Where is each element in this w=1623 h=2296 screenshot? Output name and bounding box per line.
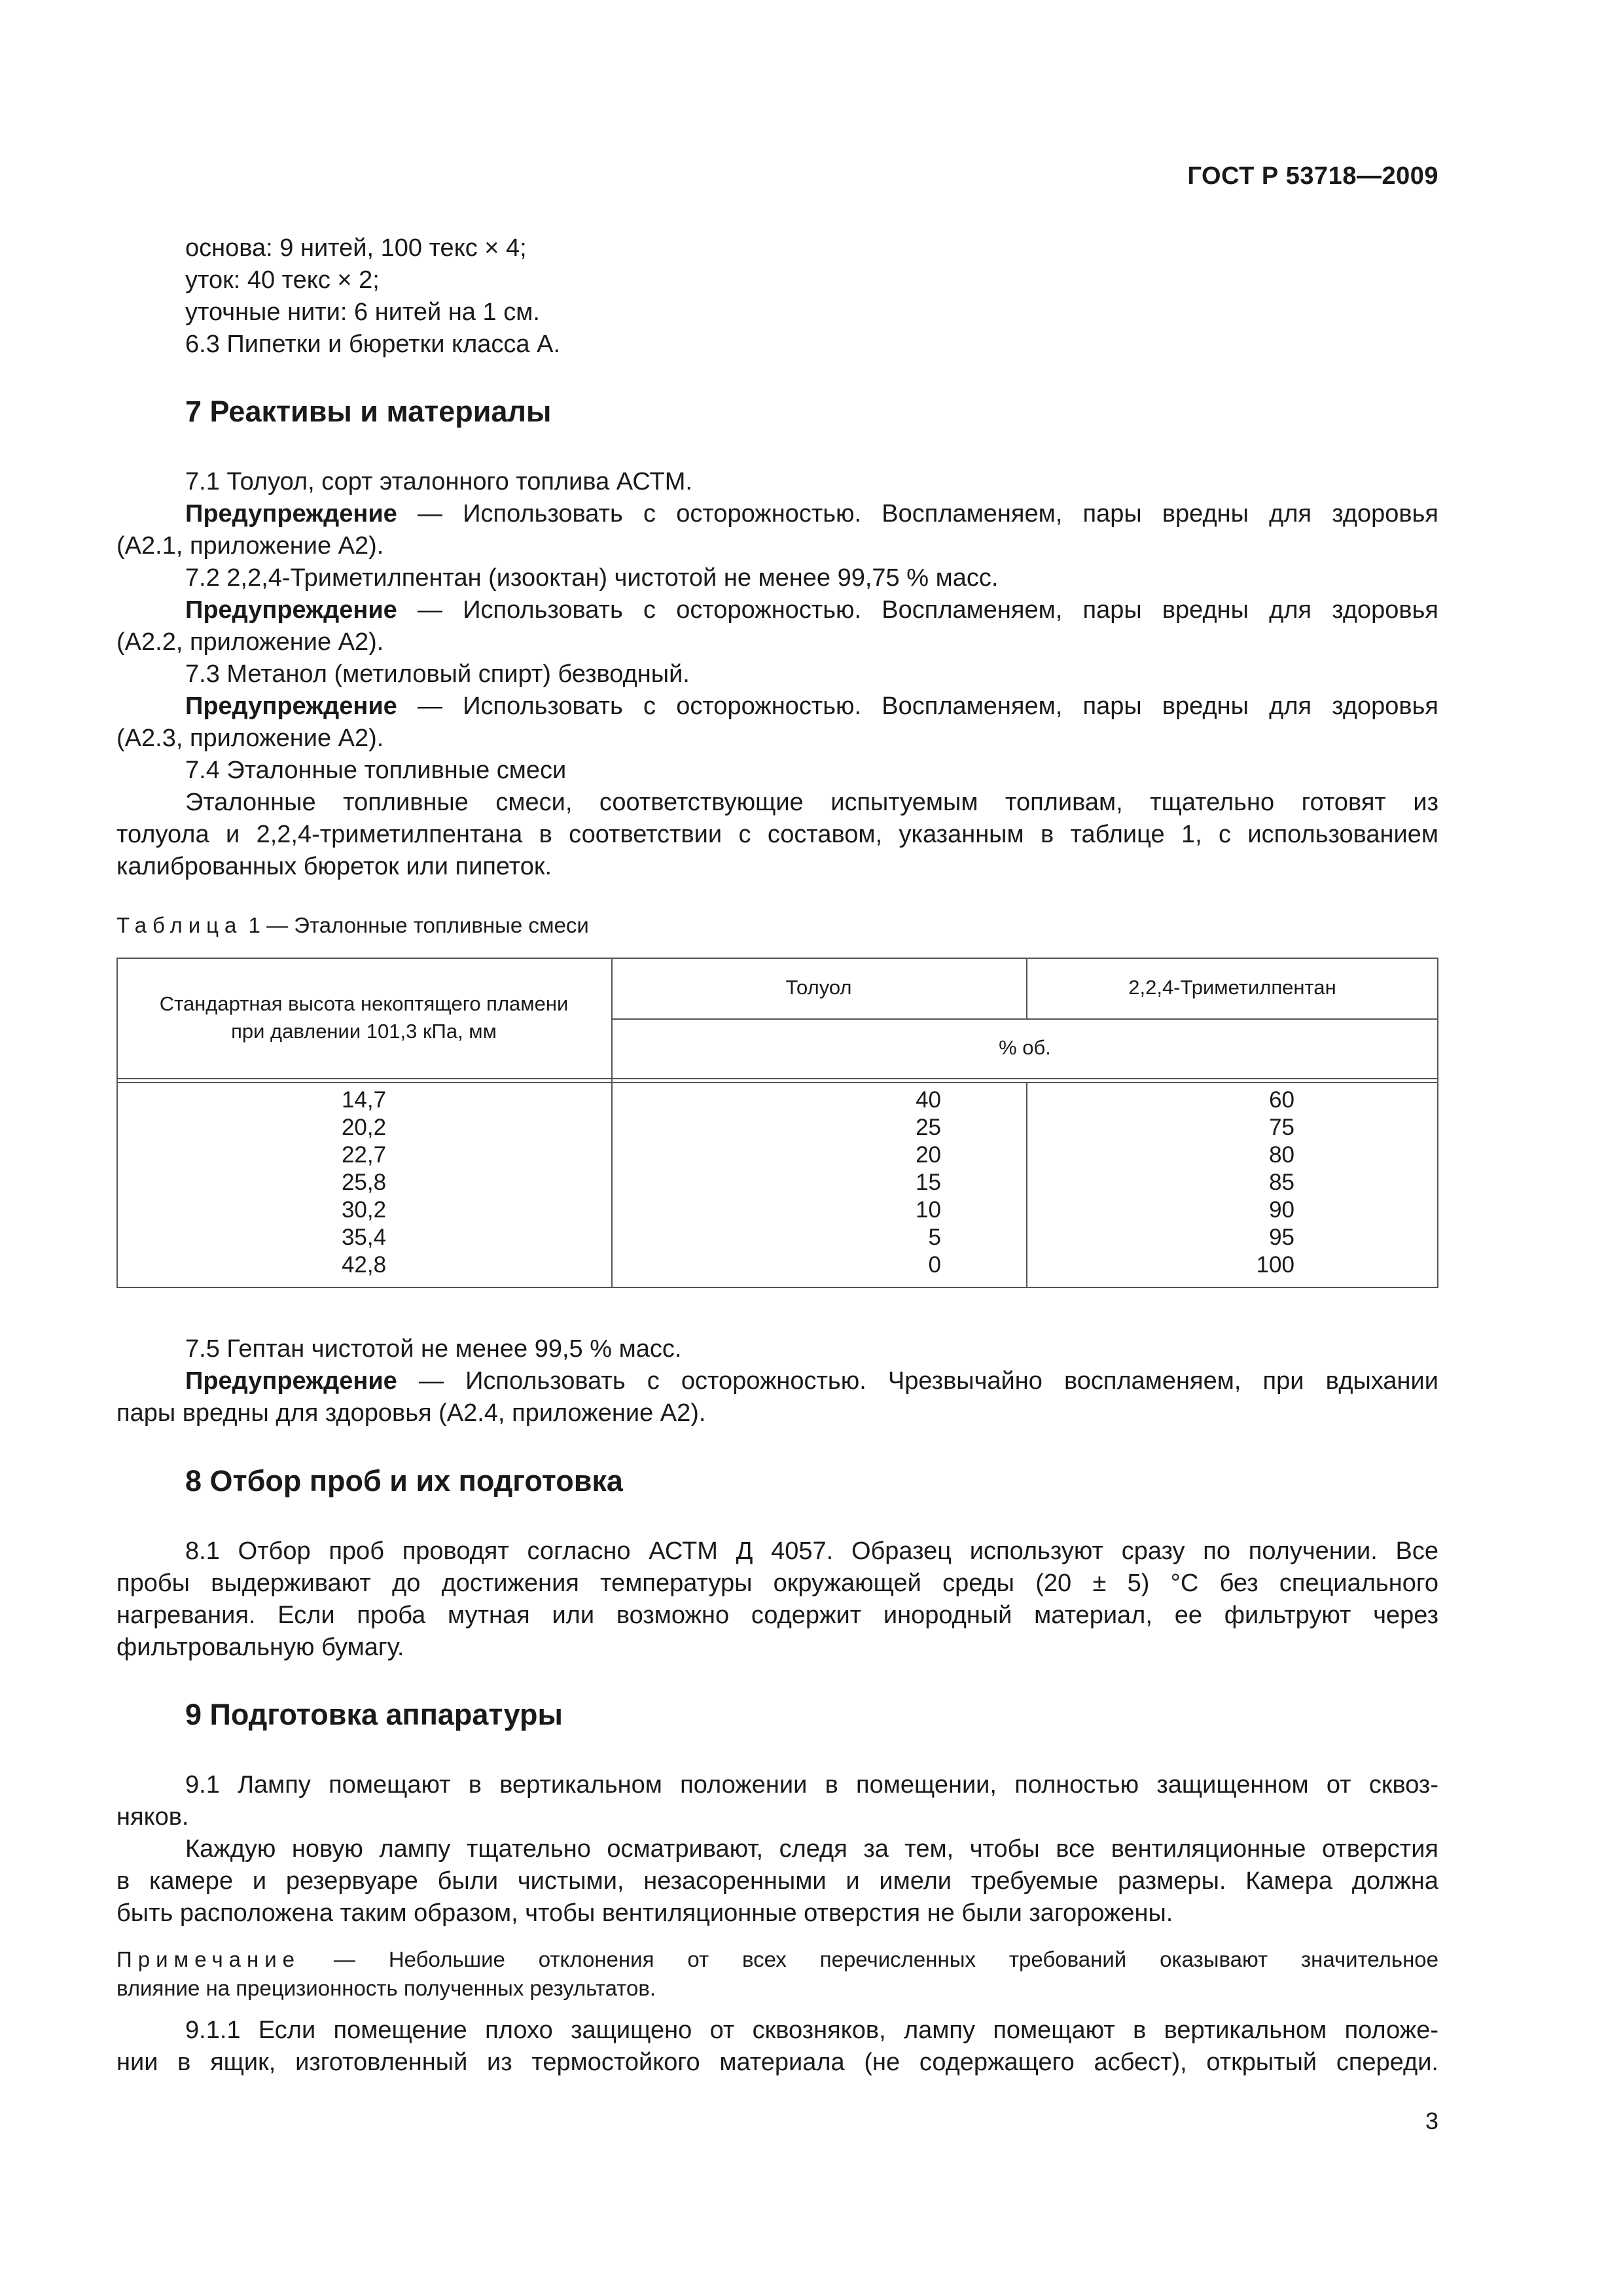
table-border	[611, 958, 613, 1288]
table-caption: Таблица 1 — Эталонные топливные смеси	[116, 913, 589, 937]
warning-7-2: Предупреждение — Использовать с осторожностью. Воспламеняем, пары вредны для здоровья	[185, 596, 1438, 624]
table-cell: 5	[928, 1225, 941, 1250]
table-cell: 15	[916, 1170, 941, 1195]
text-line: (А2.1, приложение А2).	[116, 532, 384, 560]
note-label: Примечание	[116, 1947, 301, 1971]
reference-fuel-table	[116, 958, 1438, 1288]
text-line: пробы выдерживают до достижения температуры окружающей среды (20 ± 5) °С без специального	[116, 1570, 1438, 1597]
text-line: пары вредны для здоровья (А2.4, приложение А2).	[116, 1399, 706, 1427]
table-header-isooctane: 2,2,4-Триметилпентан	[1128, 976, 1336, 999]
table-border	[116, 958, 1438, 959]
table-cell: 80	[1269, 1142, 1294, 1168]
table-cell: 25	[916, 1115, 941, 1140]
warning-7-1: Предупреждение — Использовать с осторожностью. Воспламеняем, пары вредны для здоровья	[185, 500, 1438, 528]
table-cell: 60	[1269, 1087, 1294, 1113]
table-header-unit: % об.	[999, 1036, 1051, 1059]
document-page	[116, 0, 1438, 2296]
table-header-height: Стандартная высота некоптящего пламени при давлении 101,3 кПа, мм	[159, 992, 569, 1043]
text-line: фильтровальную бумагу.	[116, 1634, 404, 1661]
table-cell: 22,7	[341, 1142, 387, 1168]
clause-7-4: 7.4 Эталонные топливные смеси	[185, 757, 567, 784]
table-border	[116, 1082, 1438, 1083]
note-line: влияние на прецизионность полученных результатов.	[116, 1976, 656, 2000]
table-cell: 40	[916, 1087, 941, 1113]
table-border	[611, 1018, 1438, 1020]
note: Примечание — Небольшие отклонения от всех перечисленных требований оказывают значительное	[116, 1947, 1438, 1971]
table-cell: 42,8	[341, 1252, 387, 1278]
table-cell: 85	[1269, 1170, 1294, 1195]
table-border	[116, 1078, 1438, 1079]
table-cell: 10	[916, 1197, 941, 1223]
table-cell: 25,8	[341, 1170, 387, 1195]
warning-7-3: Предупреждение — Использовать с осторожностью. Воспламеняем, пары вредны для здоровья	[185, 692, 1438, 720]
table-border	[116, 1287, 1438, 1288]
table-cell: 30,2	[341, 1197, 387, 1223]
table-cell: 100	[1256, 1252, 1294, 1278]
table-cell: 0	[928, 1252, 941, 1278]
warning-7-5: Предупреждение — Использовать с осторожностью. Чрезвычайно воспламеняем, при вдыхании	[185, 1367, 1438, 1395]
section-heading-7: 7 Реактивы и материалы	[185, 395, 552, 428]
warning-label: Предупреждение	[185, 692, 397, 720]
warning-label: Предупреждение	[185, 596, 397, 624]
table-cell: 95	[1269, 1225, 1294, 1250]
table-cell: 90	[1269, 1197, 1294, 1223]
text-line: (А2.3, приложение А2).	[116, 725, 384, 752]
table-caption-label: Таблица	[116, 913, 243, 937]
text-line: няков.	[116, 1803, 189, 1831]
clause-7-5: 7.5 Гептан чистотой не менее 99,5 % масс.	[185, 1335, 682, 1363]
clause-9-1-1: 9.1.1 Если помещение плохо защищено от сквозняков, лампу помещают в вертикальном положе-	[185, 2017, 1438, 2044]
table-cell: 20,2	[341, 1115, 387, 1140]
table-border	[1026, 1082, 1027, 1288]
text-line: в камере и резервуаре были чистыми, незасоренными и имели требуемые размеры. Камера должна	[116, 1867, 1438, 1895]
text-line: быть расположена таким образом, чтобы вентиляционные отверстия не были загорожены.	[116, 1899, 1173, 1927]
table-border	[1437, 958, 1438, 1288]
page-number: 3	[1425, 2108, 1438, 2134]
table-column-isooctane	[1242, 1086, 1294, 1279]
table-cell: 20	[916, 1142, 941, 1168]
warning-label: Предупреждение	[185, 500, 397, 528]
clause-7-1: 7.1 Толуол, сорт эталонного топлива АСТМ.	[185, 468, 692, 495]
text-line: Эталонные топливные смеси, соответствующие испытуемым топливам, тщательно готовят из	[185, 789, 1438, 816]
text-line: толуола и 2,2,4-триметилпентана в соответствии с составом, указанным в таблице 1, с использованием	[116, 821, 1438, 848]
section-heading-9: 9 Подготовка аппаратуры	[185, 1698, 563, 1731]
table-header-toluene: Толуол	[785, 976, 852, 999]
text-line: Каждую новую лампу тщательно осматривают, следя за тем, чтобы все вентиляционные отверстия	[185, 1835, 1438, 1863]
table-cell: 35,4	[341, 1225, 387, 1250]
document-code: ГОСТ Р 53718—2009	[1187, 162, 1438, 190]
warning-label: Предупреждение	[185, 1367, 397, 1395]
table-cell: 75	[1269, 1115, 1294, 1140]
clause-7-2: 7.2 2,2,4-Триметилпентан (изооктан) чистотой не менее 99,75 % масс.	[185, 564, 999, 592]
text-line: основа: 9 нитей, 100 текс × 4;	[185, 234, 527, 262]
text-line: калиброванных бюреток или пипеток.	[116, 853, 552, 880]
table-column-height	[116, 1086, 611, 1279]
clause-9-1: 9.1 Лампу помещают в вертикальном положении в помещении, полностью защищенном от сквоз-	[185, 1771, 1438, 1799]
text-line: нии в ящик, изготовленный из термостойкого материала (не содержащего асбест), открытый спереди.	[116, 2049, 1438, 2076]
text-line: нагревания. Если проба мутная или возможно содержит инородный материал, ее фильтруют через	[116, 1602, 1438, 1629]
section-heading-8: 8 Отбор проб и их подготовка	[185, 1464, 623, 1498]
table-column-toluene	[895, 1086, 941, 1279]
table-cell: 14,7	[341, 1087, 387, 1113]
clause-7-3: 7.3 Метанол (метиловый спирт) безводный.	[185, 660, 690, 688]
text-line: уток: 40 текс × 2;	[185, 266, 380, 294]
text-line: (А2.2, приложение А2).	[116, 628, 384, 656]
clause-8-1: 8.1 Отбор проб проводят согласно АСТМ Д 4057. Образец используют сразу по получении. Все	[185, 1537, 1438, 1565]
text-line: 6.3 Пипетки и бюретки класса А.	[185, 331, 561, 358]
text-line: уточные нити: 6 нитей на 1 см.	[185, 298, 540, 326]
